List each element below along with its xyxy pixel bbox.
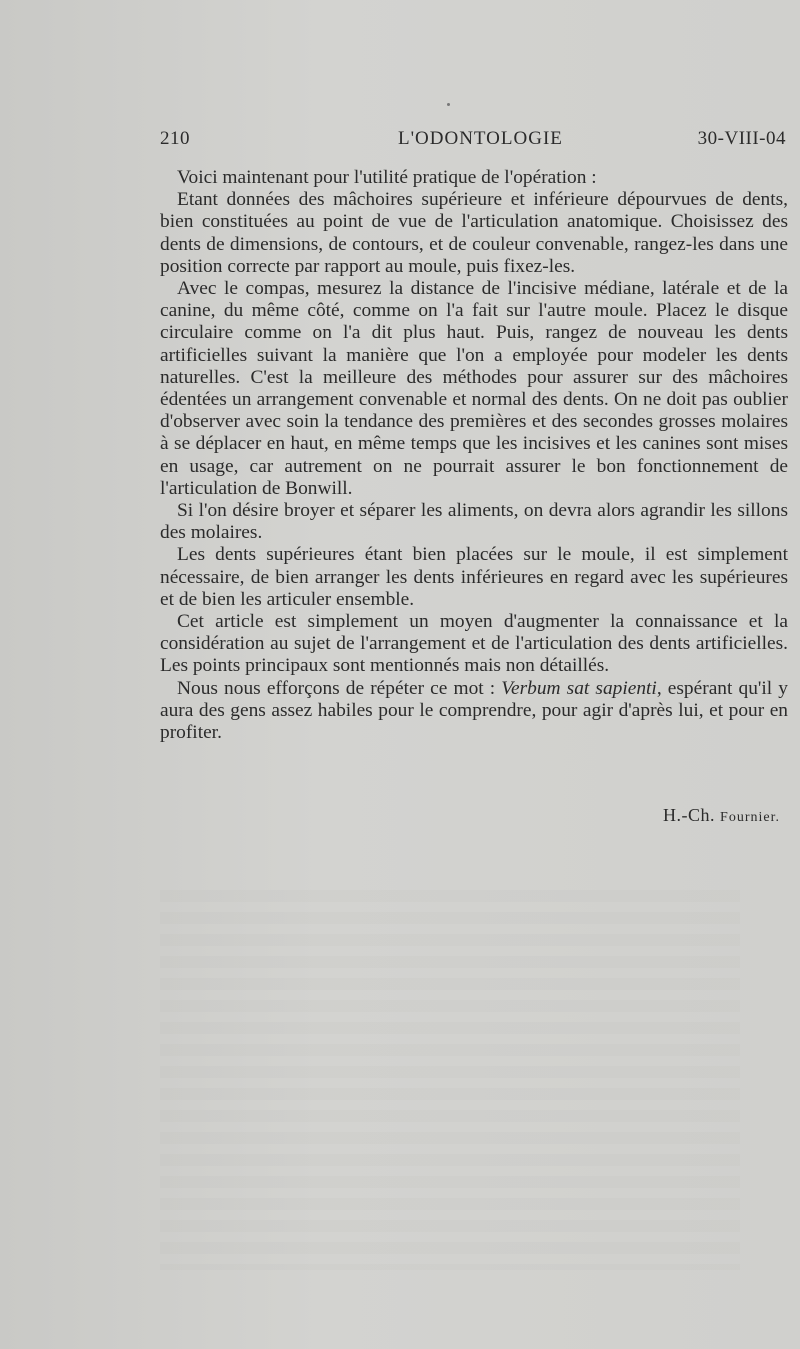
paragraph: Voici maintenant pour l'utilité pratique de l'opération :: [177, 167, 597, 188]
author-surname: Fournier.: [720, 810, 780, 825]
running-title: L'ODONTOLOGIE: [398, 128, 563, 149]
page-number: 210: [160, 128, 190, 149]
issue-date: 30-VIII-04: [697, 128, 786, 149]
paragraph: Avec le compas, mesurez la distance de l'incisive médiane, latérale et de la canine, du même côté, comme on l'a fait sur l'autre moule. Placez le disque circulaire comme on l'a dit plus haut. Puis, rangez de nouveau les dents artificielles suivant la manière que l'on a employée pour modeler les dents naturelles. C'est la meilleure des méthodes pour assurer sur des mâchoires édentées un arrangement convenable et normal des dents. On ne doit pas oublier d'observer avec soin la tendance des premières et des secondes grosses molaires à se déplacer en haut, en même temps que les incisives et les canines sont mises en usage, car autrement on ne pourrait assurer le bon fonctionnement de l'articulation de Bonwill.: [160, 278, 788, 499]
latin-phrase: Verbum sat sapienti: [501, 677, 657, 699]
speck: [447, 103, 450, 106]
running-header: [160, 128, 790, 162]
paragraph: Cet article est simplement un moyen d'augmenter la connaissance et la considération au sujet de l'arrangement et de l'articulation des dents artificielles. Les points principaux sont mentionnés mais non détaillés.: [160, 611, 788, 677]
closing-text-start: Nous nous efforçons de répéter ce mot :: [177, 677, 502, 699]
author-signature: [663, 805, 780, 826]
paragraph: Si l'on désire broyer et séparer les aliments, on devra alors agrandir les sillons des molaires.: [160, 500, 788, 544]
bleed-through-text: [160, 890, 740, 1270]
paragraph: Etant données des mâchoires supérieure et inférieure dépourvues de dents, bien constituées au point de vue de l'articulation anatomique. Choisissez des dents de dimensions, de contours, et de couleur convenable, rangez-les dans une position correcte par rapport au moule, puis fixez-les.: [160, 189, 788, 277]
closing-paragraph: [160, 678, 788, 745]
closing-text-end: , espérant qu'il y aura des gens assez habiles pour le comprendre, pour agir d'après lui, et pour en profiter.: [160, 677, 788, 744]
article-body: [160, 167, 788, 744]
paragraph: Les dents supérieures étant bien placées sur le moule, il est simplement nécessaire, de bien arranger les dents inférieures en regard avec les supérieures et de bien les articuler ensemble.: [160, 544, 788, 610]
author-initials: H.-Ch.: [663, 805, 721, 825]
